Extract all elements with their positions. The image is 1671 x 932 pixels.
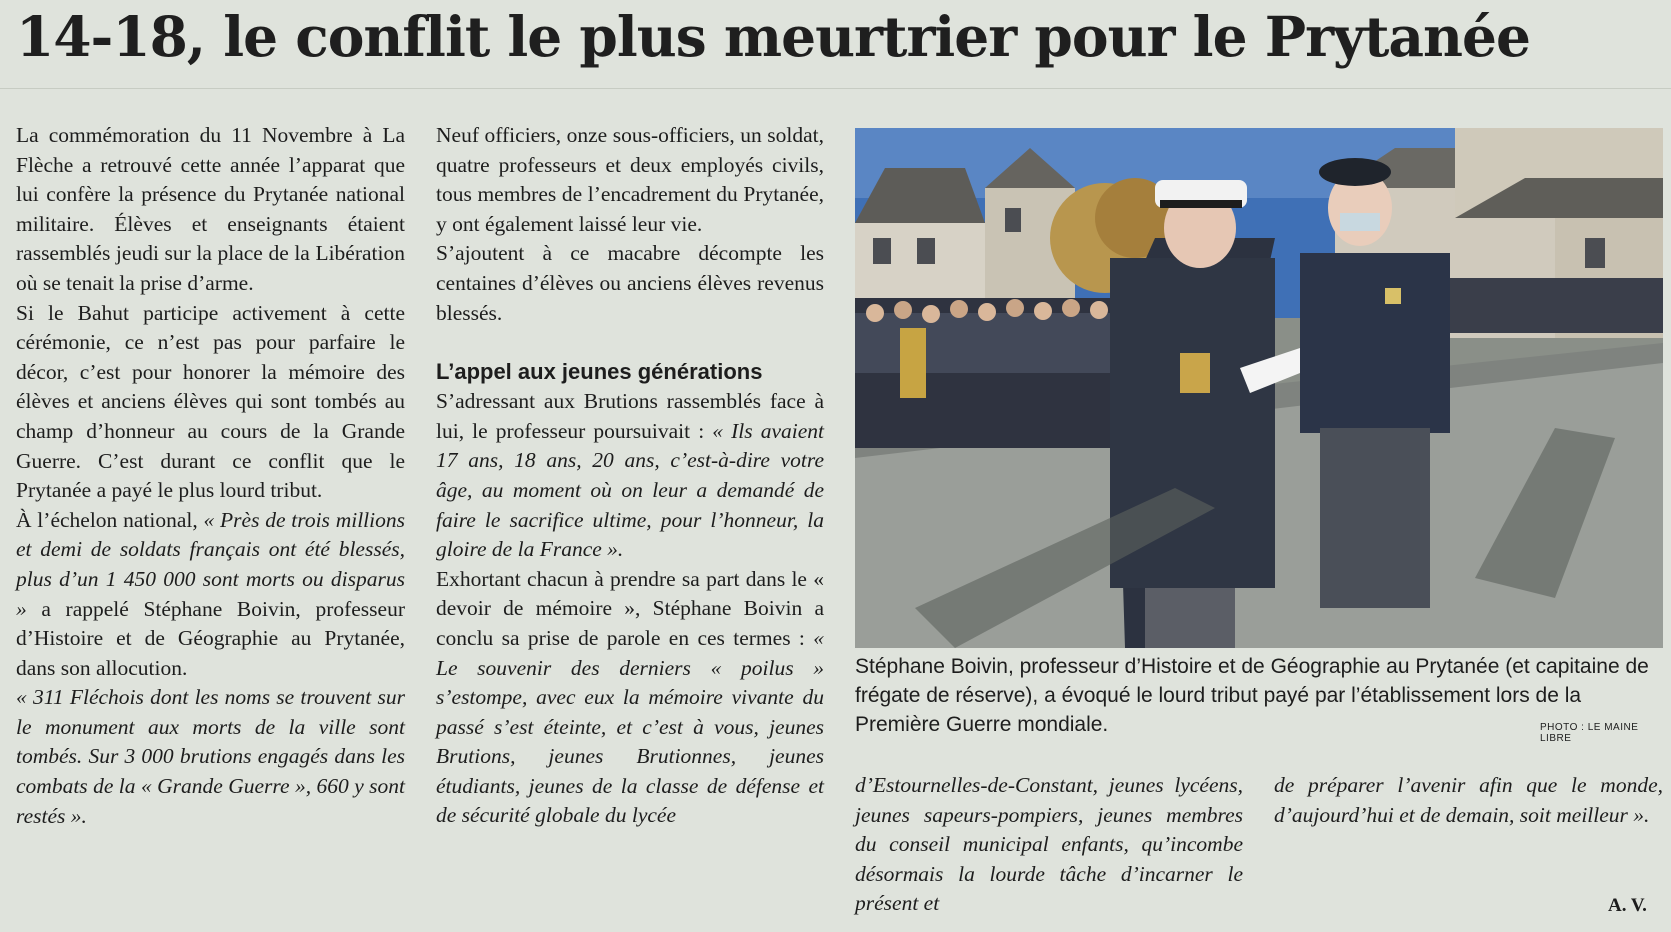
article-column-4: [1274, 771, 1663, 830]
quote-estournelles: d’Estournelles-de-Constant, jeunes lycéens, jeunes sapeurs-pompiers, jeunes membres du conseil municipal enfants, qu’incombe désormais la lourde tâche d’incarner le présent et: [855, 773, 1243, 916]
paragraph-bahut: Si le Bahut participe activement à cette cérémonie, ce n’est pas pour parfaire le décor, c’est pour honorer la mémoire des élèves et anciens élèves qui sont tombés au champ d’honneur au cours de la Grande Guerre. C’est durant ce conflit que le Prytanée a payé le plus lourd tribut.: [16, 300, 405, 503]
paragraph-flechois: [16, 683, 405, 831]
paragraph-conclusion-lead: Exhortant chacun à prendre sa part dans le « devoir de mémoire », Stéphane Boivin a conclu sa prise de parole en ces termes :: [436, 566, 824, 650]
paragraph-address-lead: S’adressant aux Brutions rassemblés face à lui, le professeur poursuivait :: [436, 389, 824, 443]
author-signature: A. V.: [1608, 895, 1647, 916]
section-subheading: L’appel aux jeunes générations: [436, 359, 763, 385]
ceremony-photo-illustration: [855, 128, 1663, 648]
paragraph-intro: La commémoration du 11 Novembre à La Flèche a retrouvé cette année l’apparat que lui confère la présence du Prytanée national militaire. Élèves et enseignants étaient rassemblés jeudi sur la place de la Libération où se tenait la prise d’arme.: [16, 123, 405, 295]
paragraph-quote-continued: [855, 771, 1243, 919]
photo-caption-text: Stéphane Boivin, professeur d’Histoire et de Géographie au Prytanée (et capitaine de frégate de réserve), a évoqué le lourd tribut payé par l’établissement lors de la Première Guerre mondiale.: [855, 655, 1649, 736]
quote-ages: « Ils avaient 17 ans, 18 ans, 20 ans, c’est-à-dire votre âge, au moment où on leur a demandé de faire le sacrifice ultime, pour l’honneur, la gloire de la France ».: [436, 418, 824, 562]
paragraph-conclusion: [436, 565, 824, 831]
paragraph-address: [436, 387, 824, 565]
quote-flechois: « 311 Fléchois dont les noms se trouvent sur le monument aux morts de la ville sont tombés. Sur 3 000 brutions engagés dans les combats de la « Grande Guerre », 660 y sont restés ».: [16, 685, 405, 828]
paragraph-national: [16, 506, 405, 684]
quote-avenir: de préparer l’avenir afin que le monde, d’aujourd’hui et de demain, soit meilleur ».: [1274, 773, 1663, 827]
photo-credit: PHOTO : LE MAINE LIBRE: [1540, 722, 1639, 744]
paragraph-national-lead: À l’échelon national,: [16, 507, 204, 532]
headline-divider: [0, 88, 1671, 89]
article-photo: [855, 128, 1663, 648]
article-headline: 14-18, le conflit le plus meurtrier pour le Prytanée: [16, 4, 1531, 69]
quote-soldiers: « Près de trois millions et demi de soldats français ont été blessés, plus d’un 1 450 000 sont morts ou disparus »: [16, 507, 405, 621]
paragraph-national-tail: a rappelé Stéphane Boivin, professeur d’Histoire et de Géographie au Prytanée, dans son allocution.: [16, 596, 405, 680]
paragraph-wounded: S’ajoutent à ce macabre décompte les centaines d’élèves ou anciens élèves revenus blessés.: [436, 241, 824, 325]
article-column-3: [855, 771, 1243, 919]
quote-souvenir: « Le souvenir des derniers « poilus » s’estompe, avec eux la mémoire vivante du passé s’est éteinte, et c’est à vous, jeunes Brutions, jeunes Brutionnes, jeunes étudiants, jeunes de la classe de défense et de sécurité globale du lycée: [436, 625, 824, 828]
paragraph-officers: Neuf officiers, onze sous-officiers, un soldat, quatre professeurs et deux employés civils, tous membres de l’encadrement du Prytanée, y ont également laissé leur vie.: [436, 123, 824, 236]
article-column-2: [436, 121, 824, 831]
paragraph-quote-end: [1274, 771, 1663, 830]
article-column-1: [16, 121, 405, 831]
